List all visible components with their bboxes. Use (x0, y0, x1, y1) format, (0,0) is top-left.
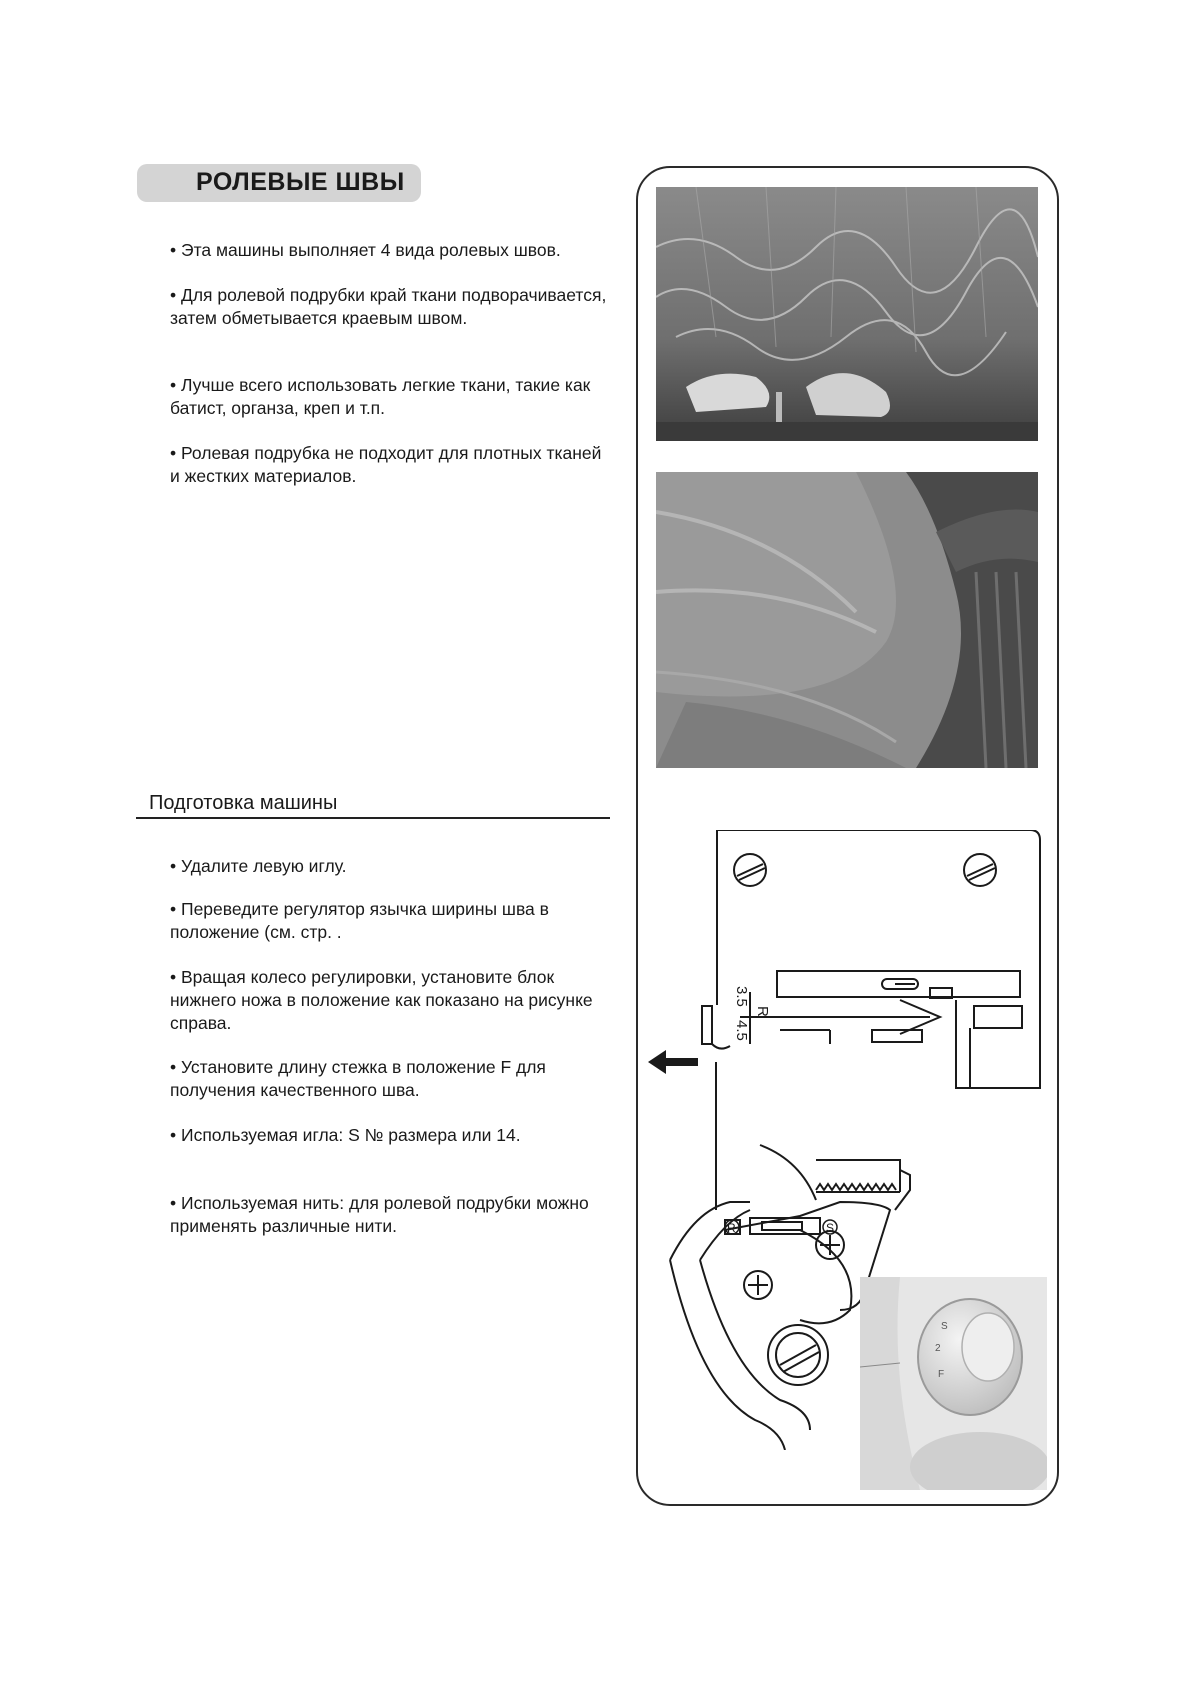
prep-paragraph-1: • Удалите левую иглу. (170, 856, 347, 876)
prep-paragraph-3: • Вращая колесо регулировки, установите блок нижнего ножа в положение как показано на рисунке справа. (170, 967, 593, 1033)
prep-paragraph-4: • Установите длину стежка в положение F для получения качественного шва. (170, 1057, 546, 1100)
intro-paragraph-4: • Ролевая подрубка не подходит для плотных тканей и жестких материалов. (170, 443, 602, 486)
dial-label-f: F (938, 1369, 945, 1380)
prep-heading-underline (136, 817, 610, 819)
knife-position-r-label: R (727, 1221, 736, 1235)
intro-paragraph-3: • Лучше всего использовать легкие ткани, такие как батист, органза, креп и т.п. (170, 375, 591, 418)
scale-upper-label: 3.5 (733, 986, 750, 1007)
knife-position-s-label: S (826, 1221, 835, 1235)
dial-label-s: S (941, 1321, 948, 1332)
scale-lower-label: 4.5 (733, 1020, 750, 1041)
prep-paragraph-5: • Используемая игла: S № размера или 14. (170, 1125, 521, 1145)
intro-paragraph-2: • Для ролевой подрубки край ткани подворачивается, затем обметывается краевым швом. (170, 285, 607, 328)
prep-paragraph-2: • Переведите регулятор язычка ширины шва в положение (см. стр. . (170, 899, 549, 942)
prep-heading: Подготовка машины (149, 792, 338, 814)
photo-fabric (656, 472, 1038, 768)
intro-paragraph-1: • Эта машины выполняет 4 вида ролевых швов. (170, 240, 561, 260)
photo-dress-shoes (656, 187, 1038, 441)
photo-stitch-dial (860, 1277, 1047, 1490)
dial-label-2: 2 (935, 1343, 941, 1354)
prep-paragraph-6: • Используемая нить: для ролевой подрубки можно применять различные нити. (170, 1193, 589, 1236)
section-title: РОЛЕВЫЕ ШВЫ (196, 168, 405, 196)
scale-upper-letter: R (754, 1006, 771, 1017)
